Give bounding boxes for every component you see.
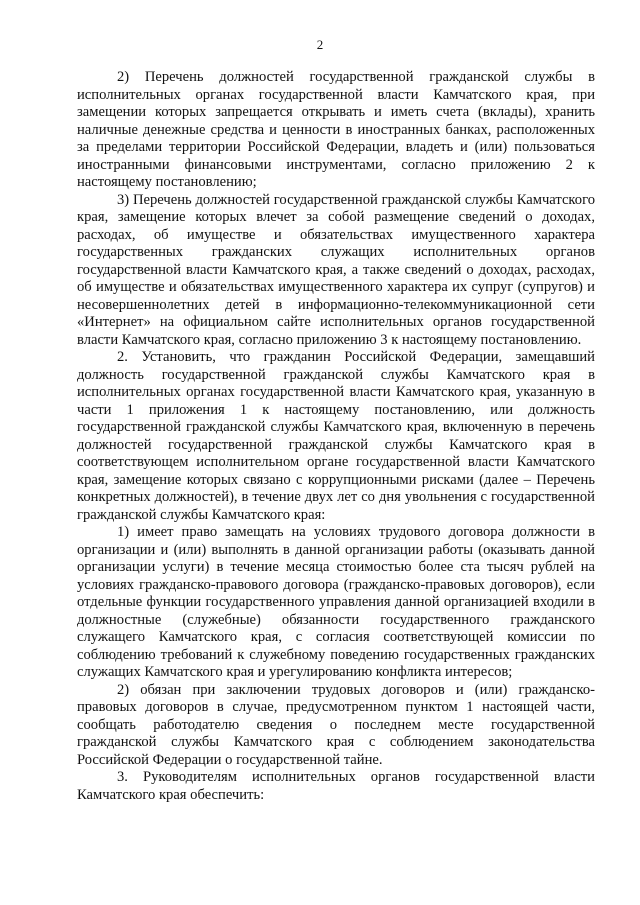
paragraph-section-3: 3. Руководителям исполнительных органов государственной власти Камчатского края обеспечить: — [77, 769, 595, 803]
paragraph-subitem-1: 1) имеет право замещать на условиях трудового договора должности в организации и (или) выполнять в данной организации работы (оказывать данной организации услуги) в течение месяца стоимостью более ста тысяч рублей на условиях гражданско-правового договора (гражданско-правовых договоров), если отдельные функции государственного управления данной организацией входили в должностные (служебные) обязанности государственного гражданского служащего Камчатского края, с согласия соответствующей комиссии по соблюдению требований к служебному поведению государственных гражданских служащих Камчатского края и урегулированию конфликта интересов; — [77, 524, 595, 680]
paragraph-section-2: 2. Установить, что гражданин Российской Федерации, замещавший должность государственной гражданской службы Камчатского края в исполнительных органах государственной власти Камчатского края, указанную в части 1 приложения 1 к настоящему постановлению, или должность государственной гражданской службы Камчатского края, включенную в перечень должностей государственной гражданской службы Камчатского края в соответствующем исполнительном органе государственной власти Камчатского края, замещение которых связано с коррупционными рисками (далее – Перечень конкретных должностей), в течение двух лет со дня увольнения с государственной гражданской службы Камчатского края: — [77, 349, 595, 523]
paragraph-subitem-2: 2) обязан при заключении трудовых договоров и (или) гражданско-правовых договоров в случае, предусмотренном пунктом 1 настоящей части, сообщать работодателю сведения о последнем месте государственной гражданской службы Камчатского края с соблюдением законодательства Российской Федерации о государственной тайне. — [77, 681, 595, 768]
paragraph-list-item-3: 3) Перечень должностей государственной гражданской службы Камчатского края, замещение которых влечет за собой размещение сведений о доходах, расходах, об имуществе и обязательствах имущественного характера государственных гражданских служащих исполнительных органов государственной власти Камчатского края, а также сведений о доходах, расходах, об имуществе и обязательствах имущественного характера их супруг (супругов) и несовершеннолетних детей в информационно-телекоммуникационной сети «Интернет» на официальном сайте исполнительных органов государственной власти Камчатского края, согласно приложению 3 к настоящему постановлению. — [77, 191, 595, 348]
paragraph-list-item-2: 2) Перечень должностей государственной гражданской службы в исполнительных органах государственной власти Камчатского края, при замещении которых запрещается открывать и иметь счета (вклады), хранить наличные денежные средства и ценности в иностранных банках, расположенных за пределами территории Российской Федерации, владеть и (или) пользоваться иностранными финансовыми инструментами, согласно приложению 2 к настоящему постановлению; — [77, 69, 595, 190]
page-number: 2 — [316, 37, 324, 52]
body-text — [77, 69, 595, 804]
